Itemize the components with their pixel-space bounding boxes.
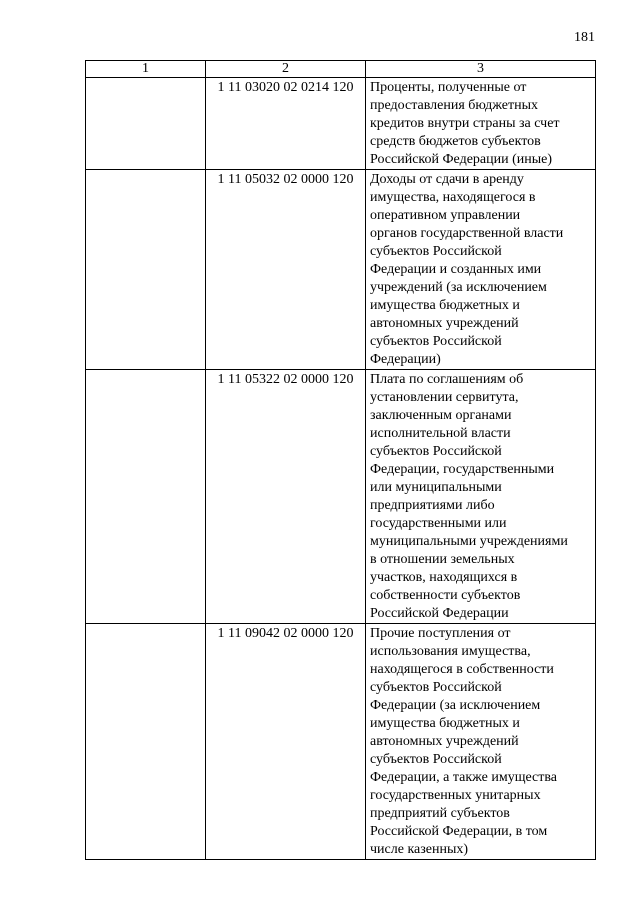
description-line: собственности субъектов — [370, 588, 521, 603]
description-line: государственных унитарных — [370, 788, 541, 803]
table-row — [86, 78, 596, 170]
description-line: Федерации и созданных ими — [370, 262, 542, 277]
description-line: субъектов Российской — [370, 680, 502, 695]
description-line: Российской Федерации, в том — [370, 824, 548, 839]
description-line: автономных учреждений — [370, 316, 519, 331]
row-col1-cell — [86, 170, 206, 370]
description-line: в отношении земельных — [370, 552, 515, 567]
description-line: Федерации, а также имущества — [370, 770, 558, 785]
description-line: имущества бюджетных и — [370, 298, 520, 313]
revenue-code-cell: 1 11 05032 02 0000 120 — [206, 170, 366, 370]
description-line: участков, находящихся в — [370, 570, 518, 585]
description-line: установлении сервитута, — [370, 390, 519, 405]
description-line: предприятиями либо — [370, 498, 495, 513]
description-line: использования имущества, — [370, 644, 531, 659]
description-line: находящегося в собственности — [370, 662, 554, 677]
table-header-row — [86, 61, 596, 78]
header-col-3: 3 — [366, 61, 596, 78]
description-line: кредитов внутри страны за счет — [370, 116, 560, 131]
row-col1-cell — [86, 78, 206, 170]
table-body — [86, 78, 596, 860]
revenue-description-cell — [366, 624, 596, 860]
row-col1-cell — [86, 370, 206, 624]
description-line: Российской Федерации — [370, 606, 509, 621]
description-line: Прочие поступления от — [370, 626, 511, 641]
table-row — [86, 170, 596, 370]
table-row — [86, 624, 596, 860]
description-line: Федерации, государственными — [370, 462, 555, 477]
page-number: 181 — [574, 30, 595, 45]
description-line: предоставления бюджетных — [370, 98, 538, 113]
description-line: органов государственной власти — [370, 226, 564, 241]
description-line: субъектов Российской — [370, 444, 502, 459]
description-line: Федерации (за исключением — [370, 698, 541, 713]
description-line: Российской Федерации (иные) — [370, 152, 553, 167]
table-row — [86, 370, 596, 624]
revenue-code-cell: 1 11 05322 02 0000 120 — [206, 370, 366, 624]
description-line: Плата по соглашениям об — [370, 372, 524, 387]
description-line: субъектов Российской — [370, 752, 502, 767]
description-line: предприятий субъектов — [370, 806, 510, 821]
revenue-code-cell: 1 11 03020 02 0214 120 — [206, 78, 366, 170]
description-line: муниципальными учреждениями — [370, 534, 568, 549]
description-line: заключенным органами — [370, 408, 512, 423]
description-line: имущества бюджетных и — [370, 716, 520, 731]
revenue-description-cell — [366, 78, 596, 170]
row-col1-cell — [86, 624, 206, 860]
description-line: оперативном управлении — [370, 208, 521, 223]
description-line: субъектов Российской — [370, 244, 502, 259]
description-line: исполнительной власти — [370, 426, 511, 441]
description-line: государственными или — [370, 516, 507, 531]
revenue-description-cell — [366, 370, 596, 624]
description-line: Проценты, полученные от — [370, 80, 527, 95]
revenue-codes-table — [85, 60, 596, 860]
revenue-code-cell: 1 11 09042 02 0000 120 — [206, 624, 366, 860]
description-line: средств бюджетов субъектов — [370, 134, 541, 149]
description-line: числе казенных) — [370, 842, 469, 857]
description-line: Федерации) — [370, 352, 441, 367]
description-line: имущества, находящегося в — [370, 190, 536, 205]
description-line: Доходы от сдачи в аренду — [370, 172, 524, 187]
description-line: или муниципальными — [370, 480, 502, 495]
header-col-1: 1 — [86, 61, 206, 78]
description-line: автономных учреждений — [370, 734, 519, 749]
description-line: субъектов Российской — [370, 334, 502, 349]
revenue-description-cell — [366, 170, 596, 370]
header-col-2: 2 — [206, 61, 366, 78]
description-line: учреждений (за исключением — [370, 280, 547, 295]
